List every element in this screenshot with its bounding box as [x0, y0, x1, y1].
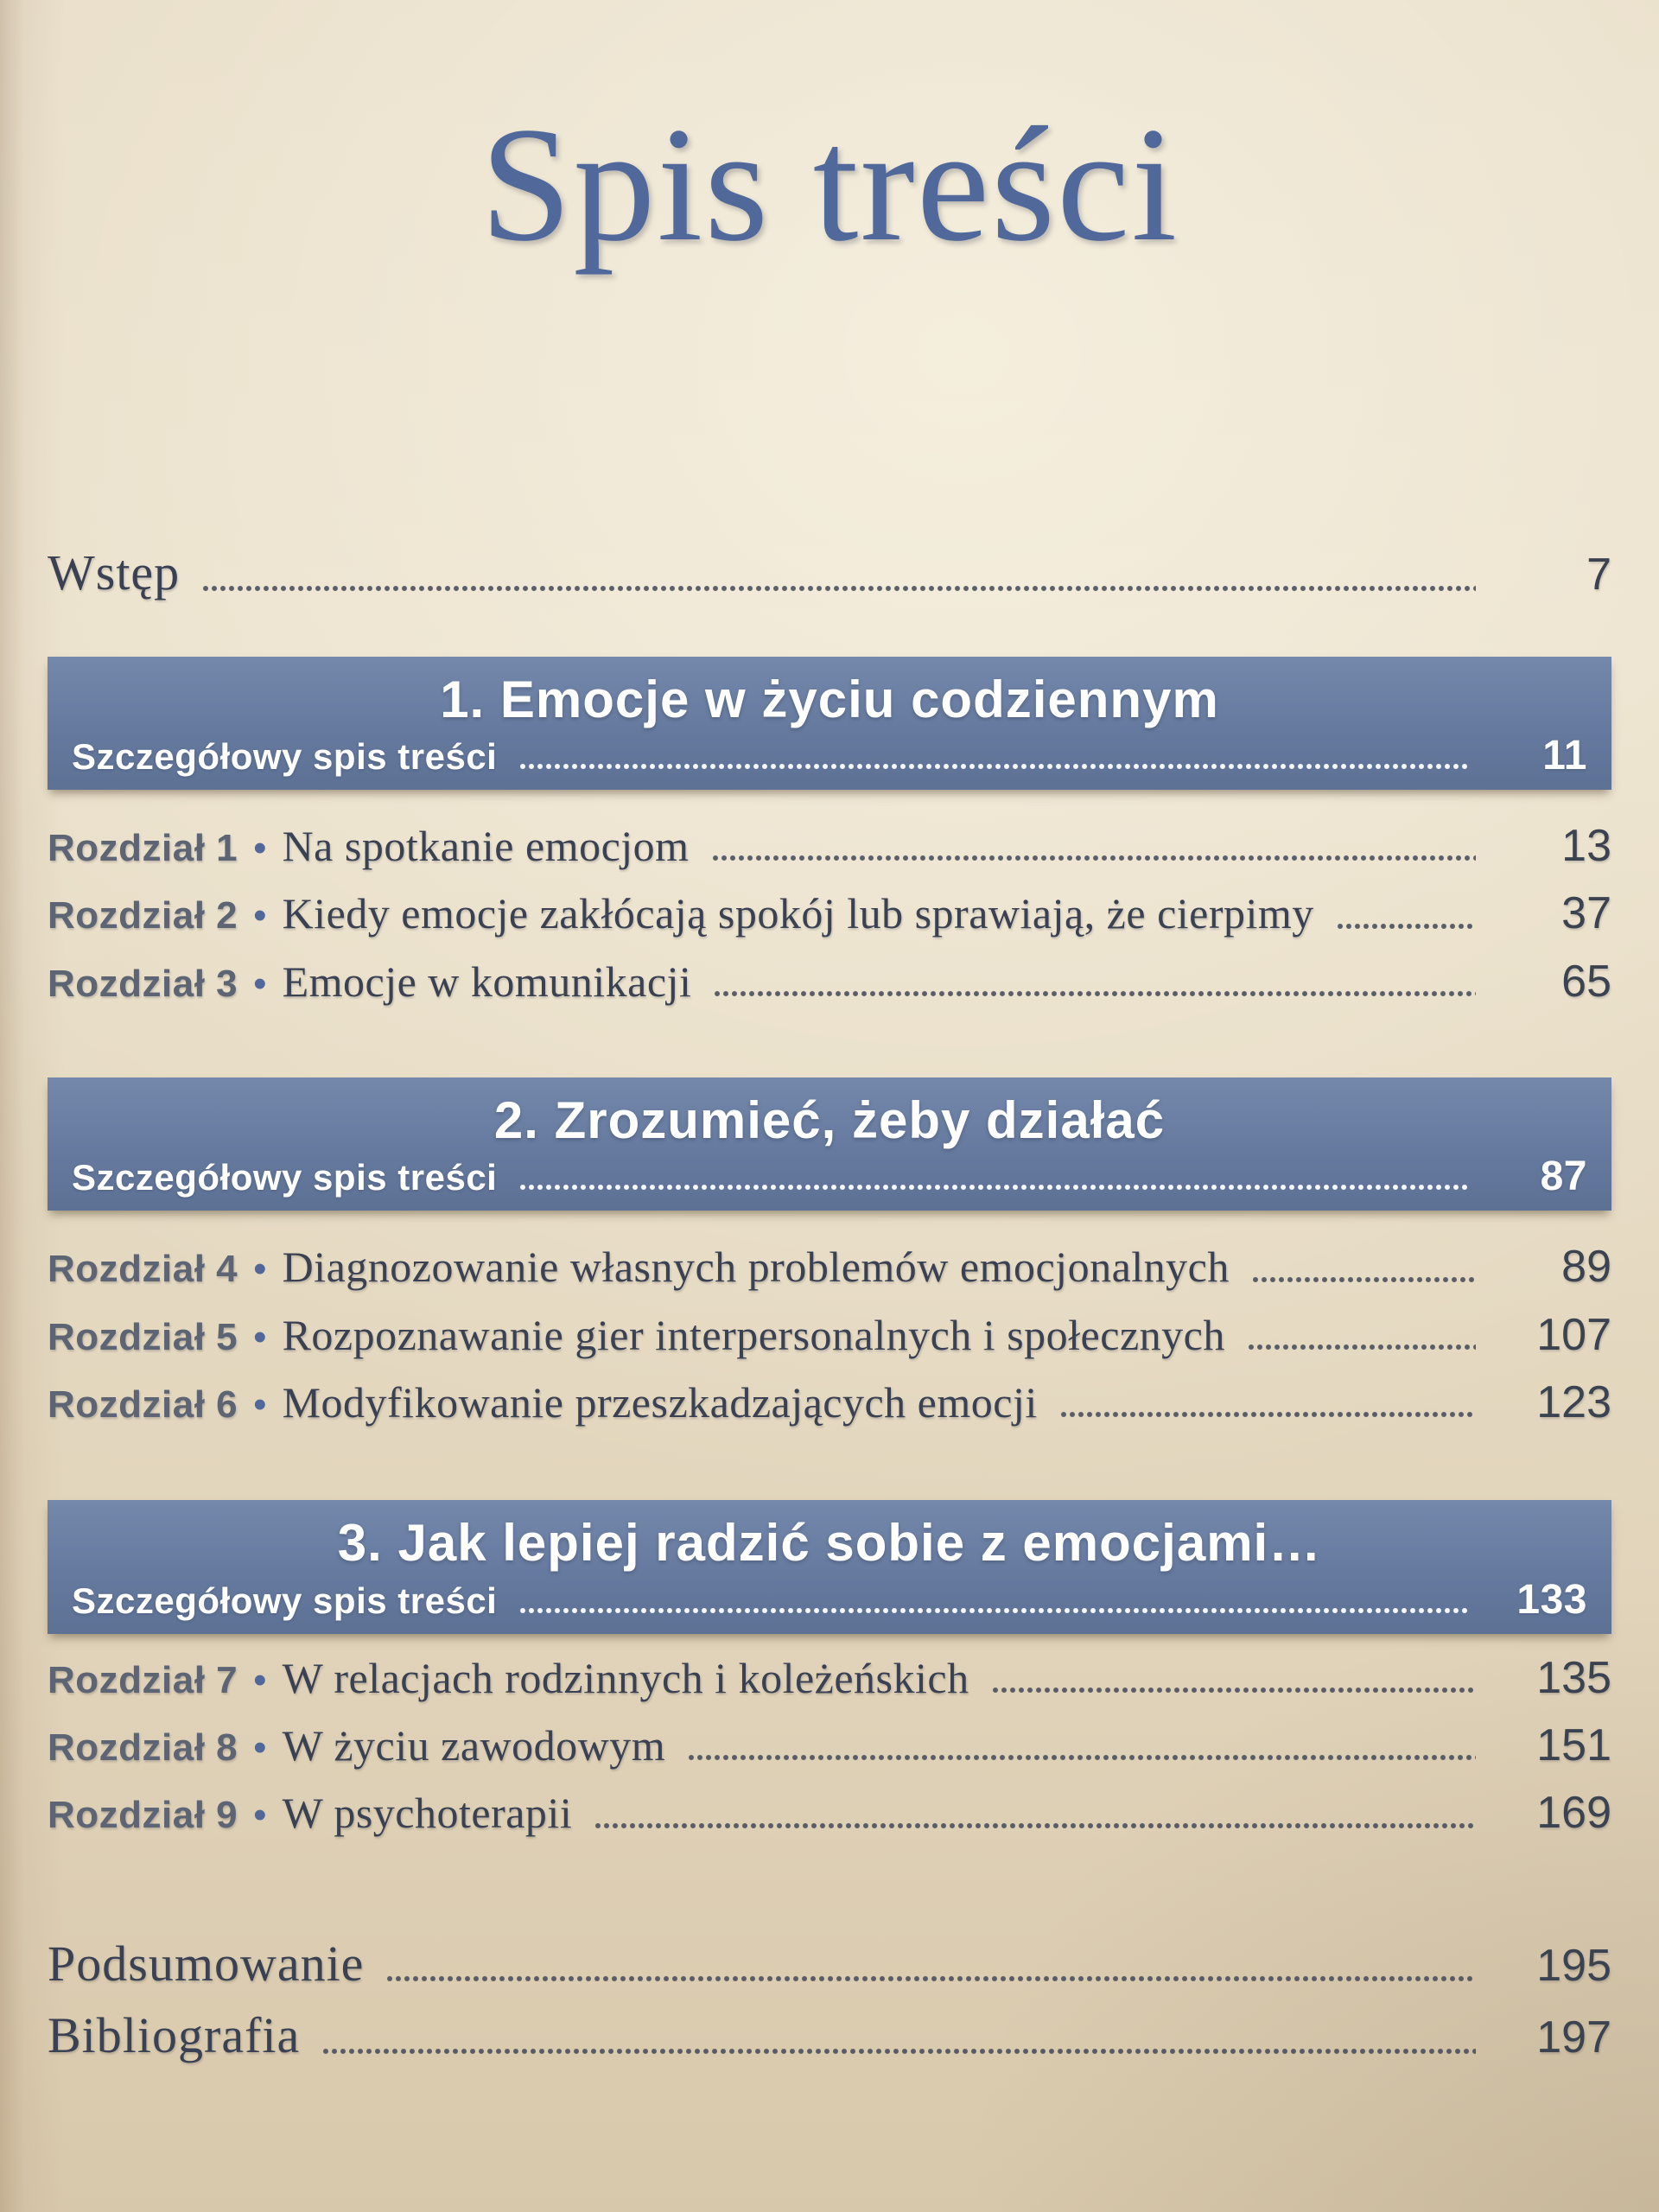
bullet-separator: •: [253, 826, 267, 869]
page-number: 87: [1540, 1154, 1587, 1200]
dotted-leader: [519, 762, 1469, 771]
page-number: 151: [1536, 1719, 1611, 1770]
subentry-label: Szczegółowy spis treści: [72, 735, 498, 777]
dotted-leader: [1252, 1275, 1476, 1284]
dotted-leader: [519, 1606, 1469, 1615]
page-number: 37: [1561, 888, 1611, 939]
chapter-title: Modyfikowanie przeszkadzających emocji: [282, 1377, 1038, 1427]
chapter-label: Rozdział 7: [48, 1658, 238, 1701]
section-heading: 3. Jak lepiej radzić sobie z emocjami…: [337, 1514, 1322, 1573]
page-number: 123: [1536, 1376, 1611, 1427]
chapter-label: Rozdział 3: [48, 962, 238, 1005]
subentry-label: Szczegółowy spis treści: [72, 1580, 498, 1621]
dotted-leader: [714, 989, 1476, 998]
chapter-title: Rozpoznawanie gier interpersonalnych i społecznych: [282, 1310, 1225, 1359]
back-matter: [48, 1934, 1611, 2066]
bullet-separator: •: [253, 1726, 267, 1769]
chapter-title: Diagnozowanie własnych problemów emocjonalnych: [282, 1243, 1230, 1292]
section-band-1: [48, 657, 1611, 790]
entry-label: Wstęp: [48, 544, 181, 601]
section-band-2: [48, 1077, 1611, 1211]
page-number: 169: [1536, 1788, 1611, 1839]
bullet-separator: •: [253, 1315, 267, 1358]
bullet-separator: •: [253, 1382, 267, 1426]
toc-entry-chapter: [48, 1308, 1611, 1362]
chapter-title: W relacjach rodzinnych i koleżeńskich: [282, 1653, 969, 1702]
chapter-title: W życiu zawodowym: [282, 1720, 666, 1770]
entry-label: Bibliografia: [48, 2007, 301, 2064]
toc-entry-bibliografia: [48, 2005, 1611, 2066]
dotted-leader: [1248, 1343, 1476, 1351]
dotted-leader: [594, 1821, 1476, 1830]
bullet-separator: •: [253, 1794, 267, 1837]
entry-label: Podsumowanie: [48, 1935, 365, 1992]
dotted-leader: [386, 1974, 1476, 1983]
page-number: 195: [1536, 1940, 1611, 1991]
chapter-label: Rozdział 8: [48, 1726, 238, 1769]
bullet-separator: •: [253, 1658, 267, 1701]
toc-entry-wstep: [48, 543, 1611, 603]
dotted-leader: [1337, 922, 1476, 931]
dotted-leader: [322, 2047, 1476, 2056]
page-number: 11: [1542, 732, 1587, 779]
toc-entry-chapter: [48, 1719, 1611, 1772]
chapter-label: Rozdział 9: [48, 1794, 238, 1837]
dotted-leader: [712, 854, 1476, 862]
chapter-list-3: [48, 1651, 1611, 1840]
chapter-label: Rozdział 6: [48, 1382, 238, 1426]
dotted-leader: [688, 1753, 1476, 1762]
section-subentry: [72, 1576, 1587, 1624]
bullet-separator: •: [253, 894, 267, 938]
page-number: 7: [1586, 550, 1611, 600]
chapter-label: Rozdział 2: [48, 894, 238, 938]
page-number: 135: [1536, 1652, 1611, 1703]
toc-entry-chapter: [48, 1786, 1611, 1840]
toc-entry-chapter: [48, 1376, 1611, 1429]
dotted-leader: [202, 584, 1476, 593]
section-subentry: [72, 732, 1587, 779]
subentry-label: Szczegółowy spis treści: [72, 1157, 498, 1198]
chapter-title: Emocje w komunikacji: [282, 957, 692, 1006]
chapter-title: W psychoterapii: [282, 1789, 573, 1838]
chapter-title: Kiedy emocje zakłócają spokój lub sprawiają, że cierpimy: [282, 889, 1314, 938]
dotted-leader: [1060, 1410, 1476, 1419]
bullet-separator: •: [253, 1248, 267, 1291]
toc-entry-podsumowanie: [48, 1934, 1611, 1994]
section-heading: 1. Emocje w życiu codziennym: [440, 670, 1219, 728]
chapter-label: Rozdział 1: [48, 826, 238, 869]
dotted-leader: [519, 1183, 1469, 1192]
page-number: 89: [1561, 1242, 1611, 1293]
page-number: 133: [1516, 1576, 1587, 1623]
page-number: 197: [1536, 2012, 1611, 2063]
chapter-label: Rozdział 4: [48, 1248, 238, 1291]
toc-entry-chapter: [48, 819, 1611, 873]
page-title: Spis treści: [480, 94, 1179, 276]
chapter-label: Rozdział 5: [48, 1315, 238, 1358]
chapter-title: Na spotkanie emocjom: [282, 821, 690, 870]
page-number: 13: [1561, 820, 1611, 871]
chapter-list-2: [48, 1240, 1611, 1429]
toc-entry-chapter: [48, 1240, 1611, 1294]
section-band-3: [48, 1500, 1611, 1633]
dotted-leader: [992, 1686, 1476, 1694]
bullet-separator: •: [253, 962, 267, 1005]
toc-entry-chapter: [48, 955, 1611, 1008]
toc-entry-chapter: [48, 887, 1611, 940]
chapter-list-1: [48, 819, 1611, 1008]
page-number: 65: [1561, 956, 1611, 1007]
toc-entry-chapter: [48, 1651, 1611, 1705]
page-number: 107: [1536, 1309, 1611, 1360]
section-subentry: [72, 1153, 1587, 1200]
section-heading: 2. Zrozumieć, żeby działać: [493, 1090, 1166, 1149]
